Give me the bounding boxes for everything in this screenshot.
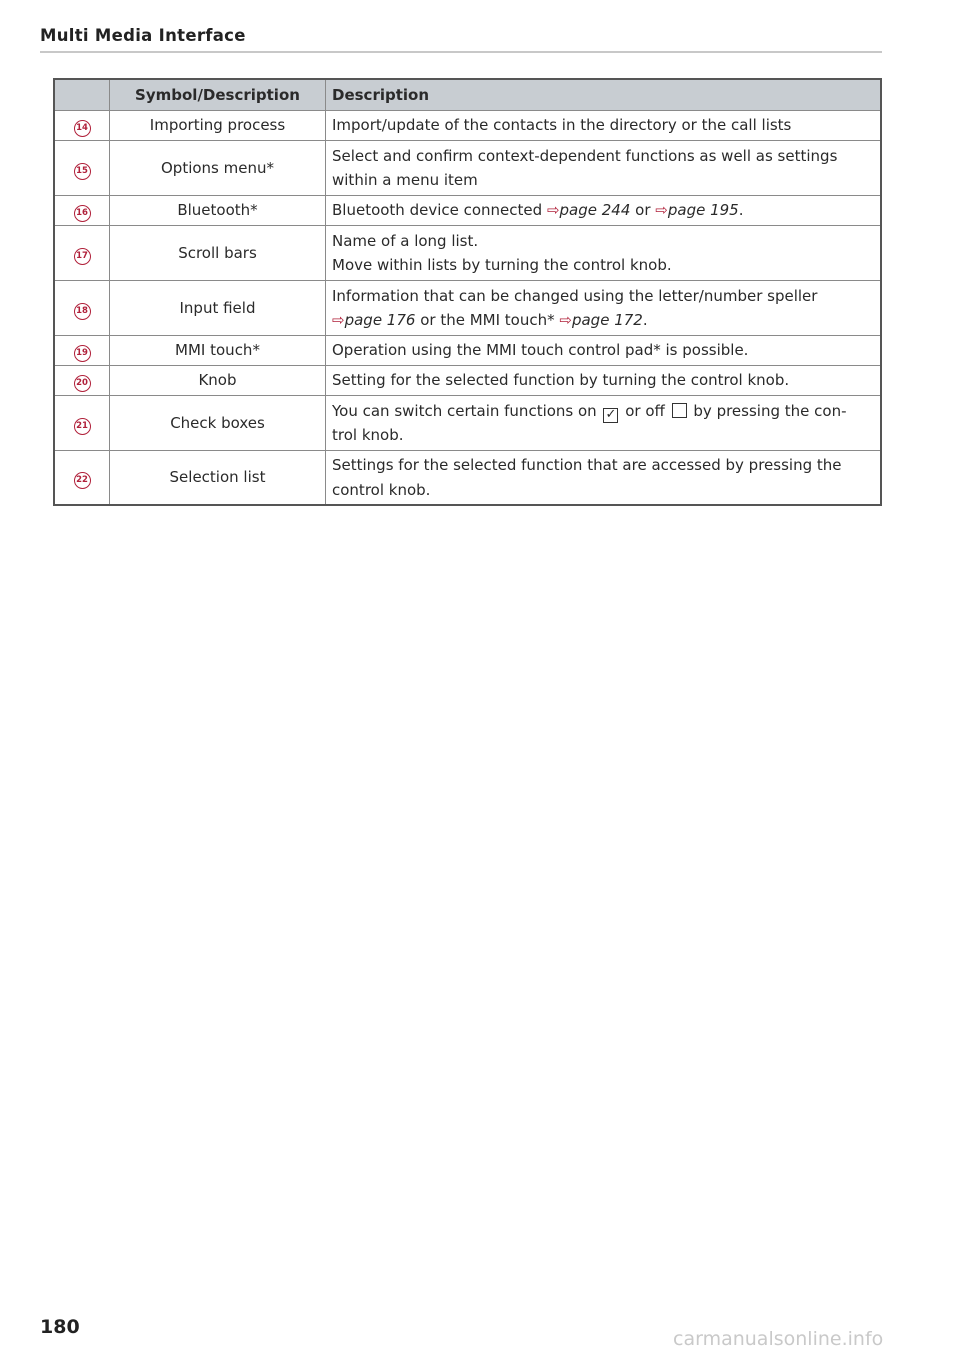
column-header-number: [54, 79, 110, 111]
description-text: Settings for the selected function that are accessed by pressing the: [332, 456, 842, 474]
description-line: [332, 113, 874, 138]
description-line: [332, 198, 874, 223]
description-text: Bluetooth device connected: [332, 201, 547, 220]
description-line: [332, 368, 874, 393]
number-cell: [54, 196, 110, 226]
page-reference-link[interactable]: page 176: [344, 311, 416, 329]
description-cell: [326, 336, 882, 366]
arrow-icon: ⇨: [332, 311, 345, 329]
description-text: Move within lists by turning the control knob.: [332, 256, 672, 274]
description-text: or the MMI touch*: [415, 311, 560, 329]
table-row: [54, 226, 881, 281]
description-cell: [326, 396, 882, 451]
number-cell: [54, 396, 110, 451]
description-cell: [326, 281, 882, 336]
description-text: Select and confirm context-dependent functions as well as settings: [332, 146, 838, 165]
symbol-table: [53, 78, 882, 506]
description-text: Name of a long list.: [332, 231, 479, 250]
description-text: or off: [620, 401, 670, 420]
symbol-cell: Knob: [110, 366, 326, 396]
description-text: by pressing the con-: [688, 401, 847, 420]
description-line: [332, 478, 874, 503]
description-cell: [326, 451, 882, 506]
callout-number-icon: 18: [74, 303, 91, 320]
number-cell: [54, 281, 110, 336]
header-rule: [40, 51, 882, 53]
number-cell: [54, 226, 110, 281]
description-text: control knob.: [332, 480, 431, 499]
table-row: [54, 196, 881, 226]
section-header: Multi Media Interface: [40, 26, 246, 45]
description-cell: [326, 111, 882, 141]
description-line: [332, 144, 874, 169]
page-reference-link[interactable]: page 172: [571, 311, 643, 329]
checkbox-checked-icon: ✓: [603, 408, 618, 423]
callout-number-icon: 22: [74, 472, 91, 489]
description-text: You can switch certain functions on: [332, 401, 602, 420]
column-header-description: Description: [326, 79, 882, 111]
symbol-cell: MMI touch*: [110, 336, 326, 366]
description-line: [332, 284, 874, 309]
symbol-cell: Check boxes: [110, 396, 326, 451]
page-number: 180: [40, 1316, 80, 1338]
description-line: [332, 453, 874, 478]
description-text: .: [642, 311, 648, 329]
callout-number-icon: 20: [74, 375, 91, 392]
description-cell: [326, 366, 882, 396]
description-line: [332, 423, 874, 448]
symbol-cell: Importing process: [110, 111, 326, 141]
page-reference-link[interactable]: page 195: [667, 201, 739, 220]
number-cell: [54, 451, 110, 506]
description-text: trol knob.: [332, 426, 404, 444]
description-cell: [326, 196, 882, 226]
table-row: [54, 451, 881, 506]
description-text: or: [630, 201, 656, 220]
number-cell: [54, 336, 110, 366]
description-line: [332, 229, 874, 254]
description-cell: [326, 141, 882, 196]
callout-number-icon: 17: [74, 248, 91, 265]
symbol-cell: Bluetooth*: [110, 196, 326, 226]
callout-number-icon: 16: [74, 205, 91, 222]
number-cell: [54, 141, 110, 196]
callout-number-icon: 21: [74, 418, 91, 435]
callout-number-icon: 15: [74, 163, 91, 180]
symbol-cell: Options menu*: [110, 141, 326, 196]
description-text: .: [738, 201, 744, 220]
table-row: [54, 141, 881, 196]
number-cell: [54, 366, 110, 396]
column-header-symbol: Symbol/Description: [110, 79, 326, 111]
description-text: Import/update of the contacts in the directory or the call lists: [332, 116, 792, 135]
table-row: [54, 281, 881, 336]
symbol-cell: Selection list: [110, 451, 326, 506]
arrow-icon: ⇨: [559, 311, 572, 329]
page-reference-link[interactable]: page 244: [559, 201, 631, 220]
description-text: within a menu item: [332, 171, 478, 189]
arrow-icon: ⇨: [546, 201, 560, 220]
table-row: [54, 366, 881, 396]
symbol-cell: Input field: [110, 281, 326, 336]
description-text: Operation using the MMI touch control pad* is possible.: [332, 341, 749, 360]
description-text: Information that can be changed using the letter/number speller: [332, 286, 818, 305]
description-line: [332, 308, 874, 333]
description-line: [332, 338, 874, 363]
watermark: carmanualsonline.info: [673, 1328, 884, 1350]
table-header-row: [54, 79, 881, 111]
callout-number-icon: 19: [74, 345, 91, 362]
description-line: [332, 399, 874, 424]
symbol-cell: Scroll bars: [110, 226, 326, 281]
table-row: [54, 111, 881, 141]
description-line: [332, 253, 874, 278]
checkbox-unchecked-icon: [672, 403, 687, 418]
table-row: [54, 336, 881, 366]
description-line: [332, 168, 874, 193]
table-row: [54, 396, 881, 451]
callout-number-icon: 14: [74, 120, 91, 137]
description-cell: [326, 226, 882, 281]
description-text: Setting for the selected function by turning the control knob.: [332, 371, 790, 390]
arrow-icon: ⇨: [655, 201, 668, 220]
number-cell: [54, 111, 110, 141]
